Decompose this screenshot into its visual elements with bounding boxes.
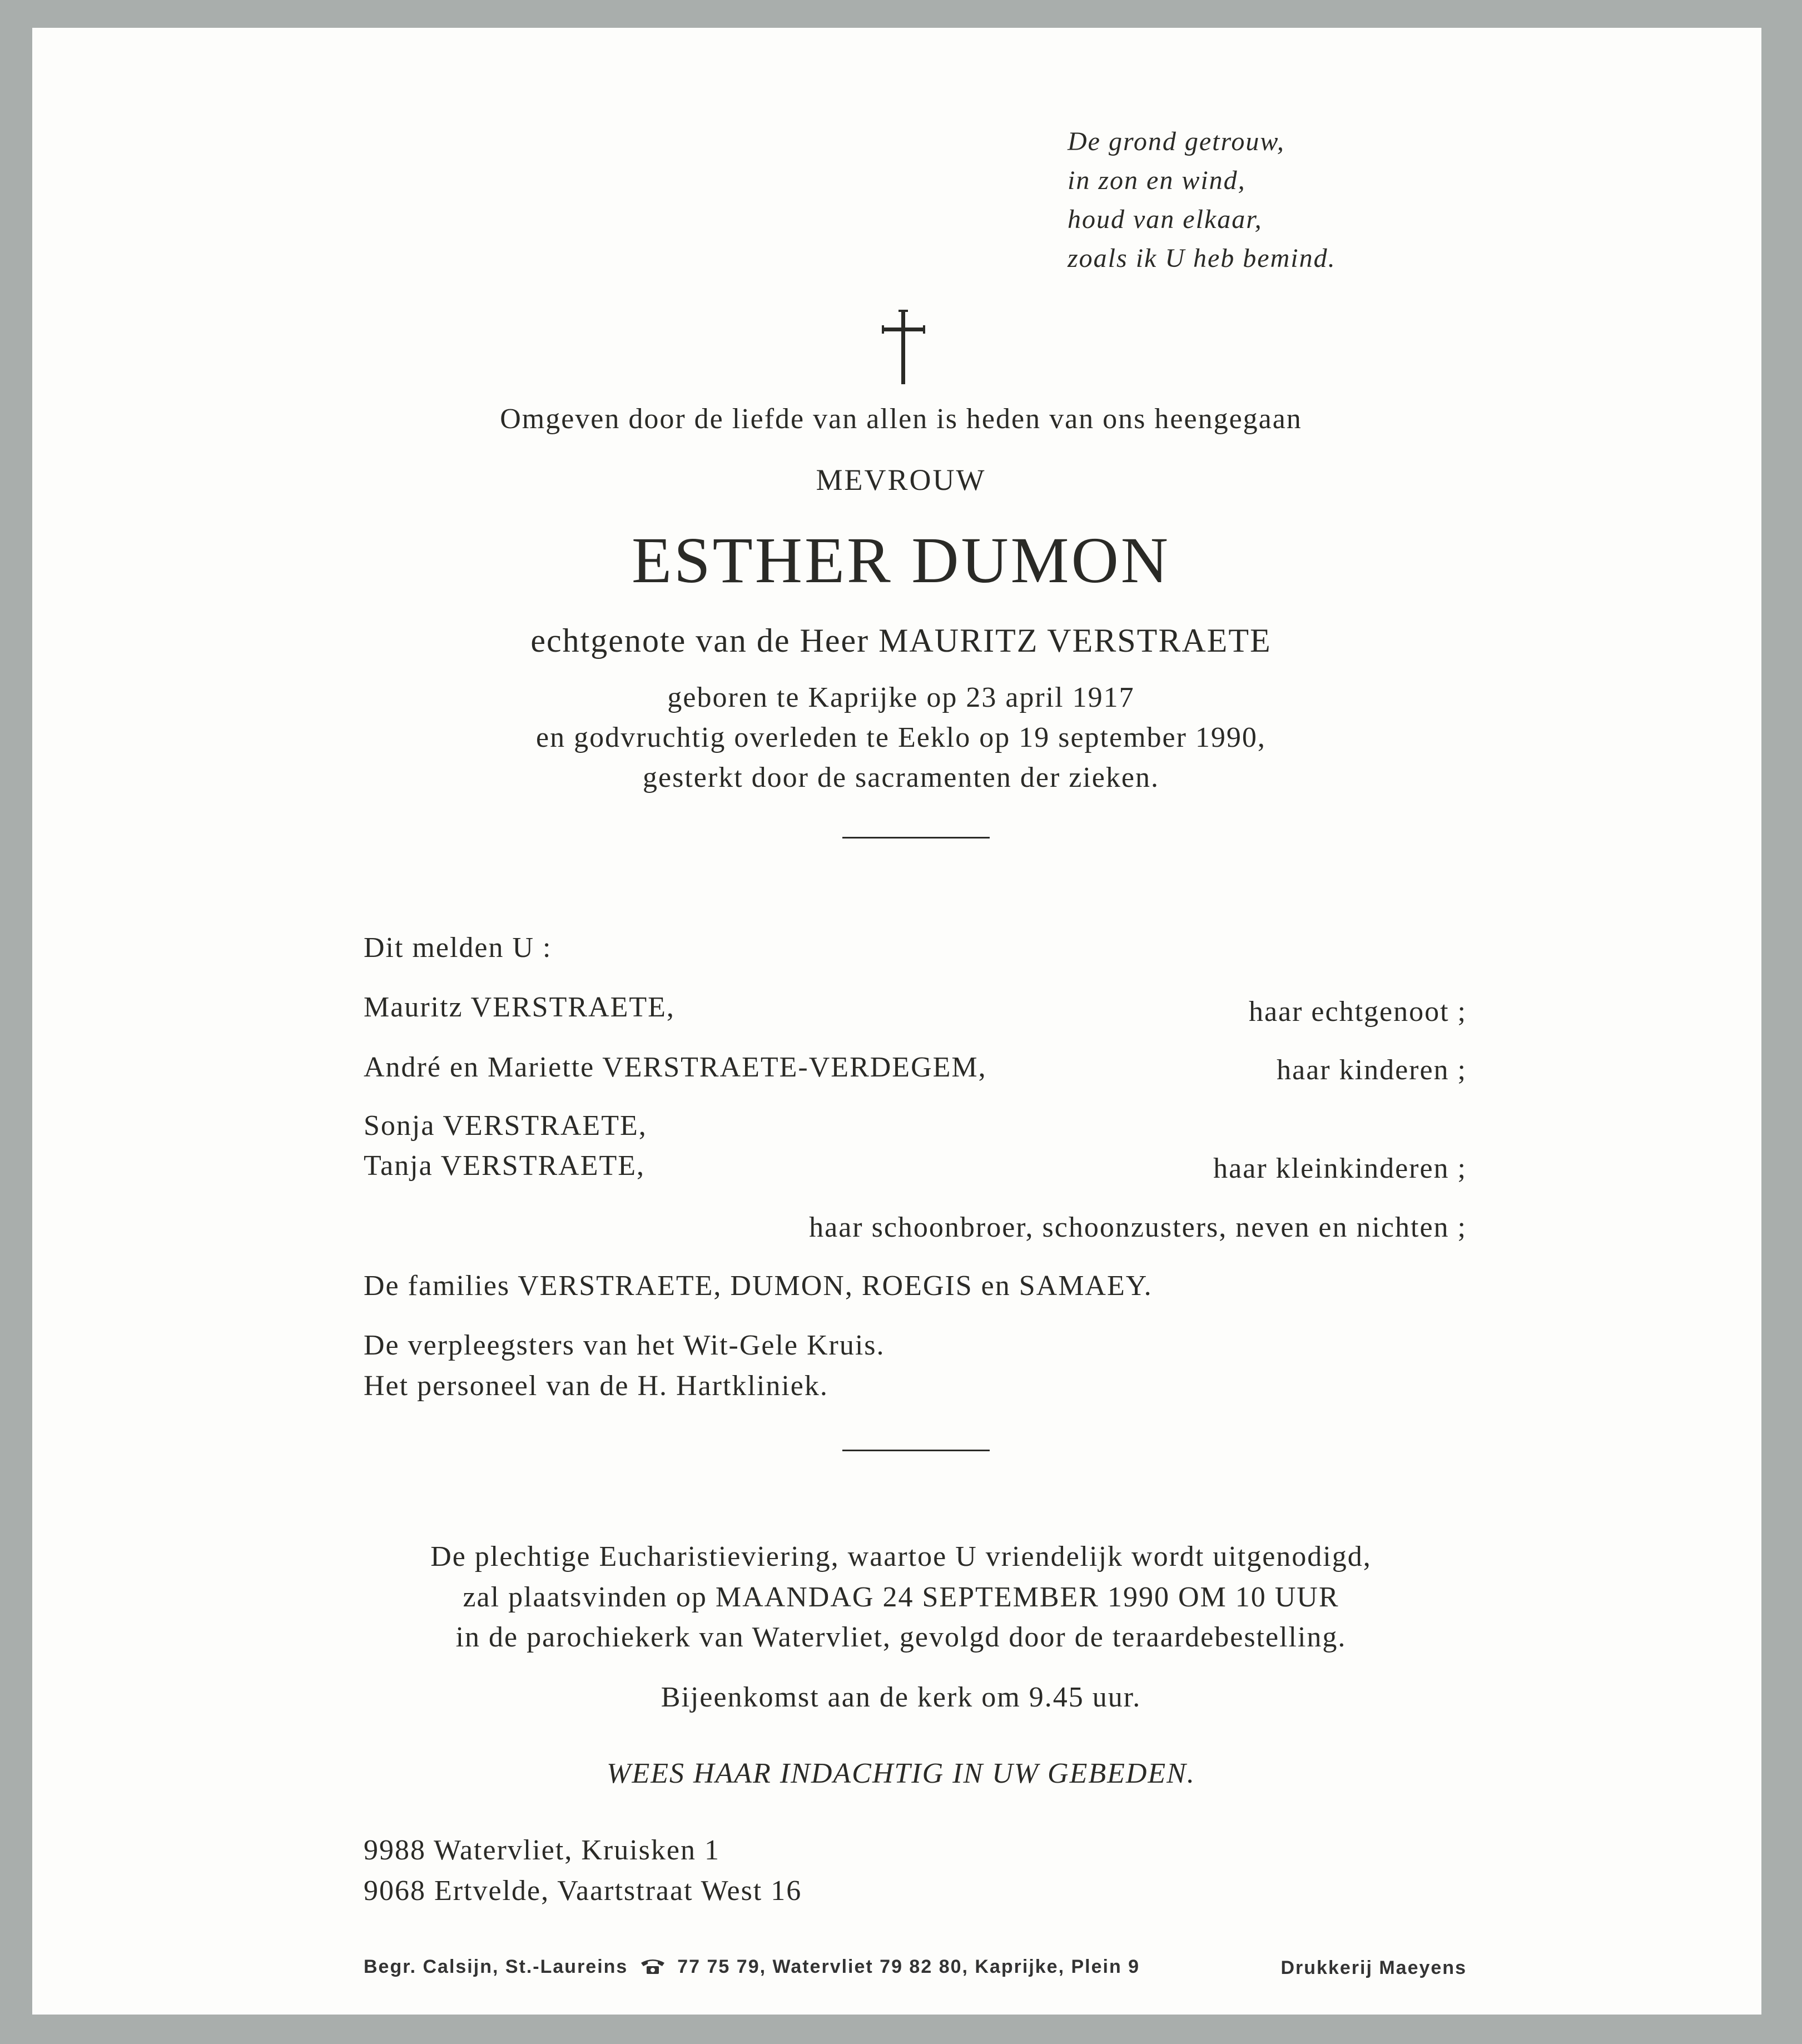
staff-line: Het personeel van de H. Hartkliniek. [364, 1370, 828, 1402]
latin-cross-icon [878, 309, 929, 386]
service-line: in de parochiekerk van Watervliet, gevolgd door de teraardebestelling. [455, 1621, 1347, 1653]
birth-line: geboren te Kaprijke op 23 april 1917 [667, 682, 1135, 713]
address-line: 9988 Watervliet, Kruisken 1 [364, 1834, 720, 1866]
family-member-relation: haar echtgenoot ; [1248, 996, 1467, 1028]
poem-line: zoals ik U heb bemind. [1068, 244, 1336, 273]
poem-line: in zon en wind, [1068, 166, 1246, 195]
service-line: zal plaatsvinden op MAANDAG 24 SEPTEMBER 1990 OM 10 UUR [463, 1581, 1339, 1613]
family-member-name: André en Mariette VERSTRAETE-VERDEGEM, [364, 1051, 987, 1083]
family-member-relation: haar kleinkinderen ; [1213, 1153, 1467, 1184]
deceased-name: ESTHER DUMON [631, 524, 1171, 597]
nurses-line: De verpleegsters van het Wit-Gele Kruis. [364, 1329, 885, 1361]
family-member-name: Sonja VERSTRAETE, [364, 1110, 647, 1142]
death-line: en godvruchtig overleden te Eeklo op 19 september 1990, [536, 722, 1266, 753]
spouse-line: echtgenote van de Heer MAURITZ VERSTRAETE [530, 622, 1272, 659]
undertaker-suffix: 77 75 79, Watervliet 79 82 80, Kaprijke, Plein 9 [677, 1956, 1140, 1977]
poem-line: De grond getrouw, [1068, 127, 1285, 156]
family-heading: Dit melden U : [364, 932, 552, 964]
divider [842, 837, 990, 839]
family-member-name: Tanja VERSTRAETE, [364, 1150, 646, 1182]
undertaker-line [364, 1956, 1140, 1978]
printer-credit: Drukkerij Maeyens [1280, 1957, 1467, 1978]
service-line: De plechtige Eucharistieviering, waartoe U vriendelijk wordt uitgenodigd, [430, 1541, 1372, 1572]
poem-line: houd van elkaar, [1068, 205, 1263, 234]
undertaker-prefix: Begr. Calsijn, St.-Laureins [364, 1956, 628, 1977]
intro-text: Omgeven door de liefde van allen is heden van ons heengegaan [500, 403, 1302, 435]
sacraments-line: gesterkt door de sacramenten der zieken. [643, 762, 1159, 793]
honorific: MEVROUW [816, 463, 986, 497]
address-line: 9068 Ertvelde, Vaartstraat West 16 [364, 1875, 802, 1907]
poem [1068, 122, 1336, 278]
telephone-icon [639, 1957, 667, 1975]
families-line: De families VERSTRAETE, DUMON, ROEGIS en SAMAEY. [364, 1270, 1153, 1302]
family-member-relation: haar kinderen ; [1277, 1054, 1467, 1086]
divider [842, 1450, 990, 1451]
gathering-line: Bijeenkomst aan de kerk om 9.45 uur. [661, 1681, 1141, 1713]
in-laws-line: haar schoonbroer, schoonzusters, neven en nichten ; [809, 1212, 1467, 1243]
prayer-line: WEES HAAR INDACHTIG IN UW GEBEDEN. [607, 1758, 1195, 1789]
family-member-name: Mauritz VERSTRAETE, [364, 991, 675, 1023]
